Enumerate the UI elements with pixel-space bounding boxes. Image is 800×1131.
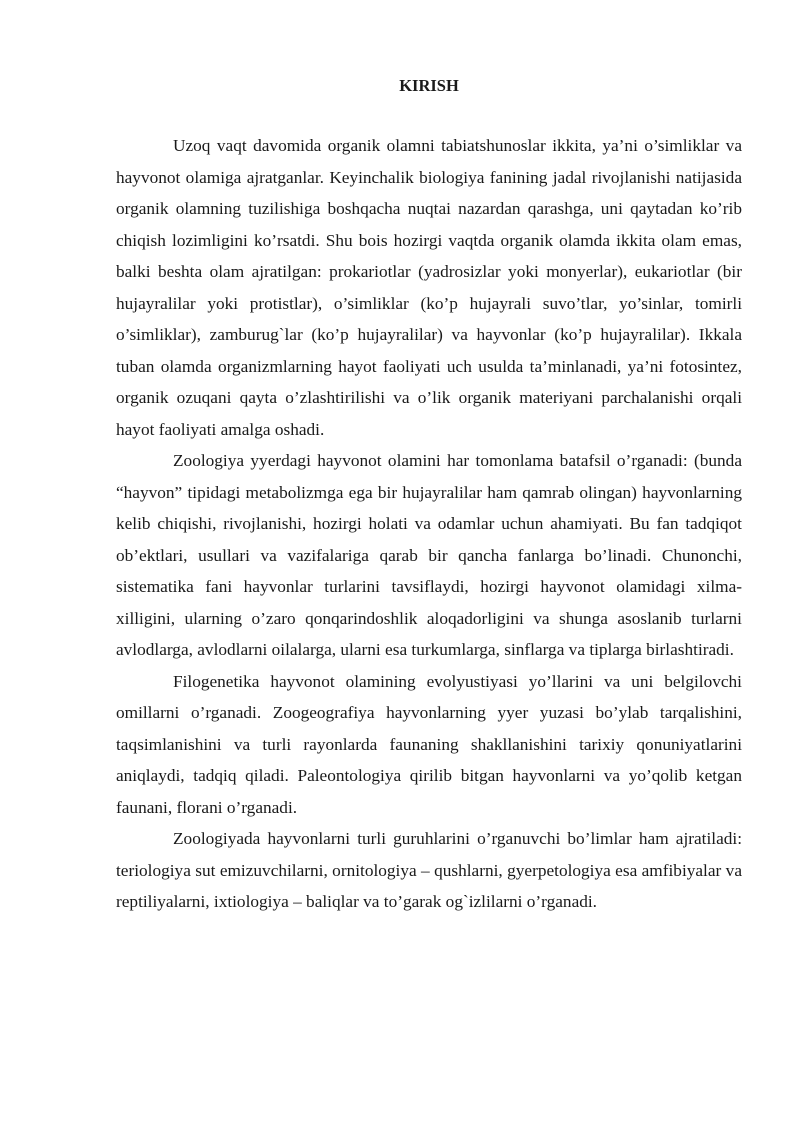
paragraph-4: Zoologiyada hayvonlarni turli guruhlarini o’rganuvchi bo’limlar ham ajratiladi: teriologiya sut emizuvchilarni, ornitologiya – qushlarni, gyerpetologiya esa amfibiyalar va reptiliyalarni, ixtiologiya – baliqlar va to’garak og`izlilarni o’rganadi. [116,829,742,911]
document-page [116,74,742,918]
paragraph-1: Uzoq vaqt davomida organik olamni tabiatshunoslar ikkita, ya’ni o’simliklar va hayvonot olamiga ajratganlar. Keyinchalik biologiya fanining jadal rivojlanishi natijasida organik olamning tuzilishiga boshqacha nuqtai nazardan qarashga, uni qaytadan ko’rib chiqish lozimligini ko’rsatdi. Shu bois hozirgi vaqtda organik olamda ikkita olam emas, balki beshta olam ajratilgan: prokariotlar (yadrosizlar yoki monyerlar), eukariotlar (bir hujayralilar yoki protistlar), o’simliklar (ko’p hujayrali suvo’tlar, yo’sinlar, tomirli o’simliklar), zamburug`lar (ko’p hujayralilar) va hayvonlar (ko’p hujayralilar). Ikkala tuban olamda organizmlarning hayot faoliyati uch usulda ta’minlanadi, ya’ni fotosintez, organik ozuqani qayta o’zlashtirilishi va o’lik organik materiyani parchalanishi orqali hayot faoliyati amalga oshadi. [116,136,742,439]
page-title: KIRISH [399,76,459,95]
paragraph-2: Zoologiya yyerdagi hayvonot olamini har tomonlama batafsil o’rganadi: (bunda “hayvon” tipidagi metabolizmga ega bir hujayralilar ham qamrab olingan) hayvonlarning kelib chiqishi, rivojlanishi, hozirgi holati va odamlar uchun ahamiyati. Bu fan tadqiqot ob’ektlari, usullari va vazifalariga qarab bir qancha fanlarga bo’linadi. Chunonchi, sistematika fani hayvonlar turlarini tavsiflaydi, hozirgi hayvonot olamidagi xilma-xilligini, ularning o’zaro qonqarindoshlik aloqadorligini va shunga asoslanib turlarni avlodlarga, avlodlarni oilalarga, ularni esa turkumlarga, sinflarga va tiplarga birlashtiradi. [116,451,742,659]
paragraph-3: Filogenetika hayvonot olamining evolyustiyasi yo’llarini va uni belgilovchi omillarni o’rganadi. Zoogeografiya hayvonlarning yyer yuzasi bo’ylab tarqalishini, taqsimlanishini va turli rayonlarda faunaning shakllanishini tarixiy qonuniyatlarini aniqlaydi, tadqiq qiladi. Paleontologiya qirilib bitgan hayvonlarni va yo’qolib ketgan faunani, florani o’rganadi. [116,671,742,817]
